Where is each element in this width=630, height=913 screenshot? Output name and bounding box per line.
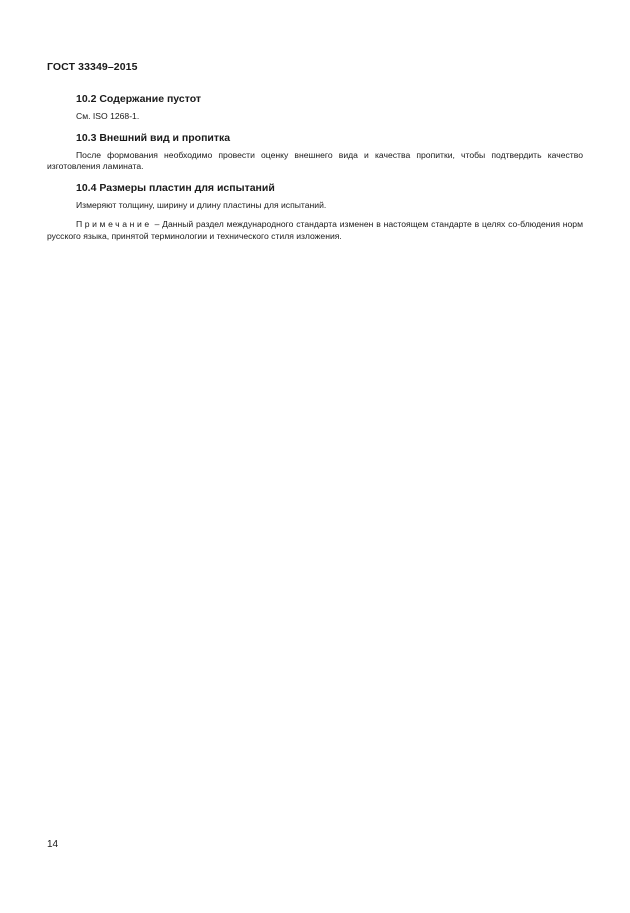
note-paragraph [47,219,583,242]
section-title-10-3: 10.3 Внешний вид и пропитка [76,131,231,144]
page-number: 14 [47,839,59,850]
note-text: – Данный раздел международного стандарта изменен в настоящем стандарте в целях со-блюдения норм русского языка, принятой терминологии и технического стиля изложения. [47,219,583,241]
section-text-10-4: Измеряют толщину, ширину и длину пластины для испытаний. [76,199,327,210]
document-header: ГОСТ 33349–2015 [47,61,138,73]
section-text-10-3: После формования необходимо провести оценку внешнего вида и качества пропитки, чтобы подтвердить качество изготовления ламината. [47,149,583,172]
document-body [47,92,583,243]
section-text-10-2: См. ISO 1268-1. [76,111,140,121]
section-title-10-2: 10.2 Содержание пустот [76,93,202,105]
section-title-10-4: 10.4 Размеры пластин для испытаний [76,181,275,194]
note-label: Примечание [76,219,152,230]
